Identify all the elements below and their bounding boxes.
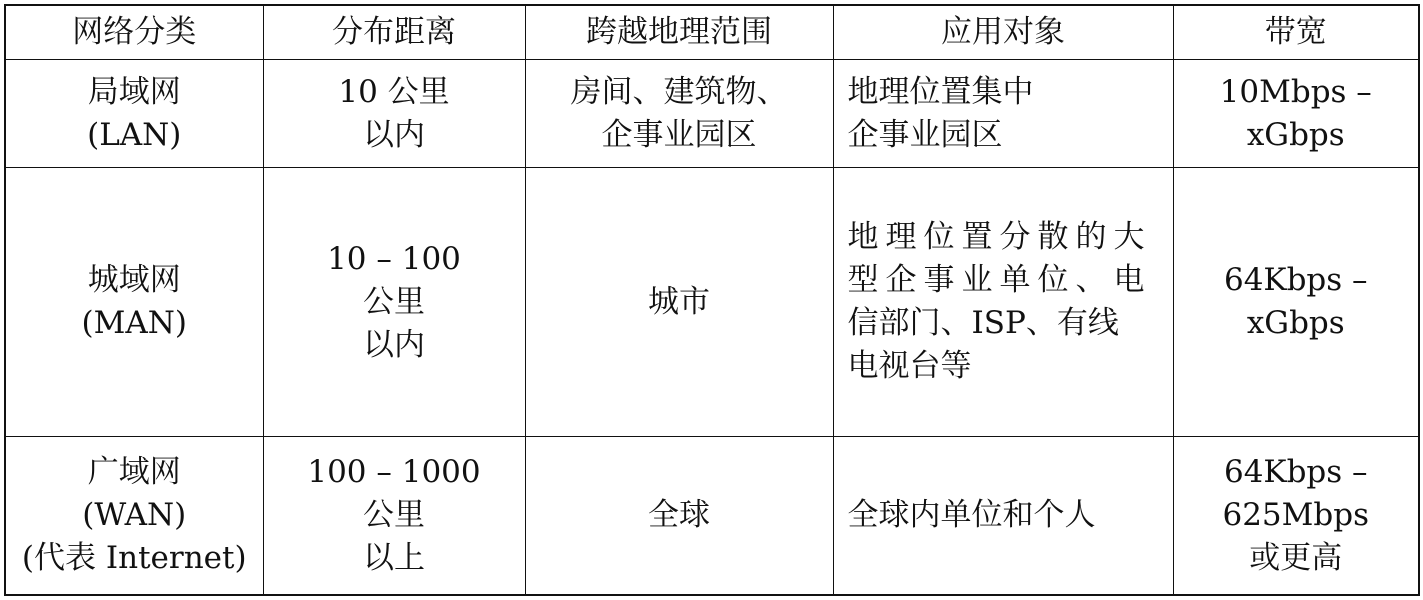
cell-line: 城域网 [87,262,181,298]
header-geographic-scope: 跨越地理范围 [525,5,833,60]
cell-line: 房间、建筑物、 [570,73,788,110]
cell-line: 公里 [363,283,425,320]
network-classification-table-container [4,4,1418,595]
cell-line: 以上 [363,540,425,576]
cell-line: (代表 Internet) [21,540,247,576]
cell-line: 以内 [363,326,425,363]
cell-line: 型企事业单位、电 [847,262,1152,298]
cell-line: 地理位置集中 [847,73,1034,110]
cell-line: 地理位置分散的大 [847,219,1152,255]
cell-category-wan [5,437,263,596]
cell-line: xGbps [1246,116,1345,153]
cell-line: (LAN) [87,116,182,153]
table-row-lan [5,60,1419,168]
cell-scope-lan [525,60,833,168]
cell-line: 625Mbps [1222,497,1369,533]
header-network-category: 网络分类 [5,5,263,60]
cell-line: (WAN) [82,497,187,533]
table-row-wan [5,437,1419,596]
cell-applications-wan [833,437,1173,596]
cell-bandwidth-wan [1173,437,1419,596]
cell-line: 100 – 1000 [307,454,481,490]
network-classification-table [4,4,1420,596]
cell-distance-lan [263,60,525,168]
cell-bandwidth-lan [1173,60,1419,168]
cell-bandwidth-man [1173,168,1419,437]
cell-line: xGbps [1246,305,1345,341]
cell-line: 公里 [363,497,425,533]
cell-line: 10 公里 [338,73,450,110]
cell-distance-wan [263,437,525,596]
cell-line: 64Kbps – [1223,262,1368,298]
cell-applications-man [833,168,1173,437]
header-bandwidth: 带宽 [1173,5,1419,60]
cell-line: 64Kbps – [1223,454,1368,490]
cell-line: 城市 [648,283,710,320]
cell-category-lan [5,60,263,168]
cell-line: 或更高 [1249,540,1343,576]
header-application-target: 应用对象 [833,5,1173,60]
header-distribution-distance: 分布距离 [263,5,525,60]
cell-line: 全球内单位和个人 [847,497,1096,533]
cell-line: 信部门、ISP、有线 [847,305,1119,341]
cell-distance-man [263,168,525,437]
cell-applications-lan [833,60,1173,168]
cell-line: 全球 [648,497,710,533]
cell-line: (MAN) [81,305,187,341]
table-row-man [5,168,1419,437]
cell-line: 10Mbps – [1219,73,1372,110]
cell-line: 广域网 [87,454,181,490]
cell-line: 企事业园区 [847,116,1003,153]
cell-category-man [5,168,263,437]
cell-line: 10 – 100 [327,240,461,277]
cell-scope-wan [525,437,833,596]
cell-line: 以内 [363,116,425,153]
cell-scope-man [525,168,833,437]
cell-line: 电视台等 [847,348,972,384]
cell-line: 局域网 [87,73,181,110]
table-header-row [5,5,1419,60]
cell-line: 企事业园区 [601,116,757,153]
